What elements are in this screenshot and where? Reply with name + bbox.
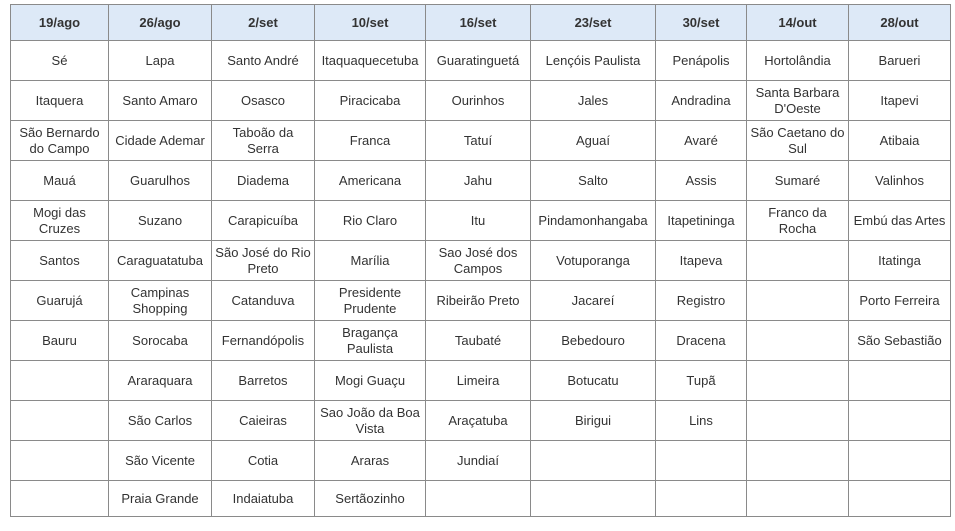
table-cell	[849, 481, 951, 517]
column-header: 10/set	[315, 5, 426, 41]
table-cell	[747, 241, 849, 281]
table-cell: São Sebastião	[849, 321, 951, 361]
table-cell: Osasco	[212, 81, 315, 121]
table-cell: Ribeirão Preto	[426, 281, 531, 321]
column-header: 19/ago	[11, 5, 109, 41]
table-cell: Lapa	[109, 41, 212, 81]
column-header: 26/ago	[109, 5, 212, 41]
table-cell: Araçatuba	[426, 401, 531, 441]
table-cell: Avaré	[656, 121, 747, 161]
table-cell: Guarujá	[11, 281, 109, 321]
table-cell: Limeira	[426, 361, 531, 401]
table-cell	[531, 481, 656, 517]
table-cell	[11, 401, 109, 441]
table-cell	[747, 401, 849, 441]
table-cell: Hortolândia	[747, 41, 849, 81]
table-cell: Piracicaba	[315, 81, 426, 121]
table-cell: Araraquara	[109, 361, 212, 401]
table-cell: Santos	[11, 241, 109, 281]
table-cell: Indaiatuba	[212, 481, 315, 517]
table-cell: Tatuí	[426, 121, 531, 161]
table-cell: Taboão da Serra	[212, 121, 315, 161]
table-row	[11, 361, 951, 401]
table-row	[11, 481, 951, 517]
table-cell	[11, 481, 109, 517]
table-cell: Cotia	[212, 441, 315, 481]
table-cell: Jundiaí	[426, 441, 531, 481]
table-cell: Jacareí	[531, 281, 656, 321]
table-cell: Santa Barbara D'Oeste	[747, 81, 849, 121]
table-cell: Caraguatatuba	[109, 241, 212, 281]
table-cell: Jales	[531, 81, 656, 121]
table-cell	[747, 281, 849, 321]
table-cell: Aguaí	[531, 121, 656, 161]
table-cell: Lins	[656, 401, 747, 441]
table-cell: Atibaia	[849, 121, 951, 161]
table-row	[11, 321, 951, 361]
table-cell	[11, 361, 109, 401]
table-cell: Bragança Paulista	[315, 321, 426, 361]
table-cell: Botucatu	[531, 361, 656, 401]
table-cell: Votuporanga	[531, 241, 656, 281]
table-cell: São Carlos	[109, 401, 212, 441]
table-row	[11, 441, 951, 481]
table-cell: Sertãozinho	[315, 481, 426, 517]
table-cell: Salto	[531, 161, 656, 201]
column-header: 28/out	[849, 5, 951, 41]
table-cell: Assis	[656, 161, 747, 201]
table-cell: Dracena	[656, 321, 747, 361]
table-cell: Fernandópolis	[212, 321, 315, 361]
table-cell: São Caetano do Sul	[747, 121, 849, 161]
table-cell: Pindamonhangaba	[531, 201, 656, 241]
table-cell: Itu	[426, 201, 531, 241]
table-cell: Praia Grande	[109, 481, 212, 517]
table-cell: Barretos	[212, 361, 315, 401]
table-cell: Porto Ferreira	[849, 281, 951, 321]
table-cell: Itapevi	[849, 81, 951, 121]
table-cell: Catanduva	[212, 281, 315, 321]
table-cell: São Vicente	[109, 441, 212, 481]
table-cell: São Bernardo do Campo	[11, 121, 109, 161]
table-row	[11, 201, 951, 241]
table-cell: Marília	[315, 241, 426, 281]
table-cell: Franco da Rocha	[747, 201, 849, 241]
column-header: 23/set	[531, 5, 656, 41]
table-row	[11, 161, 951, 201]
table-cell: Cidade Ademar	[109, 121, 212, 161]
column-header: 14/out	[747, 5, 849, 41]
table-cell	[11, 441, 109, 481]
table-cell: Araras	[315, 441, 426, 481]
table-cell: Caieiras	[212, 401, 315, 441]
table-cell: Itaquaquecetuba	[315, 41, 426, 81]
table-cell: Andradina	[656, 81, 747, 121]
table-cell: Rio Claro	[315, 201, 426, 241]
table-cell: Bauru	[11, 321, 109, 361]
table-cell: Sao João da Boa Vista	[315, 401, 426, 441]
table-cell	[849, 401, 951, 441]
table-cell: Itatinga	[849, 241, 951, 281]
table-cell: Mogi Guaçu	[315, 361, 426, 401]
table-cell: Ourinhos	[426, 81, 531, 121]
table-cell: Valinhos	[849, 161, 951, 201]
table-cell: Birigui	[531, 401, 656, 441]
table-cell: Mogi das Cruzes	[11, 201, 109, 241]
table-cell	[426, 481, 531, 517]
table-cell: Tupã	[656, 361, 747, 401]
table-cell: Embú das Artes	[849, 201, 951, 241]
table-cell: Jahu	[426, 161, 531, 201]
table-cell: Guarulhos	[109, 161, 212, 201]
table-cell: Presidente Prudente	[315, 281, 426, 321]
table-cell	[747, 321, 849, 361]
table-row	[11, 121, 951, 161]
table-cell: Itapeva	[656, 241, 747, 281]
table-cell: Franca	[315, 121, 426, 161]
column-header: 16/set	[426, 5, 531, 41]
table-cell: Bebedouro	[531, 321, 656, 361]
table-cell	[747, 361, 849, 401]
table-cell: Suzano	[109, 201, 212, 241]
table-cell: Itaquera	[11, 81, 109, 121]
table-cell: Mauá	[11, 161, 109, 201]
column-header: 30/set	[656, 5, 747, 41]
table-row	[11, 401, 951, 441]
column-header: 2/set	[212, 5, 315, 41]
table-cell: Santo André	[212, 41, 315, 81]
table-cell	[849, 361, 951, 401]
table-cell	[849, 441, 951, 481]
schedule-table	[10, 4, 951, 517]
table-cell: Barueri	[849, 41, 951, 81]
table-cell: Itapetininga	[656, 201, 747, 241]
table-cell: Registro	[656, 281, 747, 321]
table-cell: Guaratinguetá	[426, 41, 531, 81]
table-row	[11, 81, 951, 121]
table-row	[11, 241, 951, 281]
table-cell: Sao José dos Campos	[426, 241, 531, 281]
schedule-table-container	[10, 4, 950, 517]
table-cell	[747, 481, 849, 517]
table-body	[11, 41, 951, 517]
table-cell: Sorocaba	[109, 321, 212, 361]
table-cell: Carapicuíba	[212, 201, 315, 241]
table-cell: São José do Rio Preto	[212, 241, 315, 281]
table-cell: Americana	[315, 161, 426, 201]
table-cell: Campinas Shopping	[109, 281, 212, 321]
table-row	[11, 281, 951, 321]
table-cell	[747, 441, 849, 481]
header-row	[11, 5, 951, 41]
table-cell: Diadema	[212, 161, 315, 201]
table-row	[11, 41, 951, 81]
table-cell: Sé	[11, 41, 109, 81]
table-cell	[656, 481, 747, 517]
table-cell: Sumaré	[747, 161, 849, 201]
table-cell: Lençóis Paulista	[531, 41, 656, 81]
table-cell	[656, 441, 747, 481]
table-cell: Santo Amaro	[109, 81, 212, 121]
table-cell: Taubaté	[426, 321, 531, 361]
table-cell: Penápolis	[656, 41, 747, 81]
table-cell	[531, 441, 656, 481]
